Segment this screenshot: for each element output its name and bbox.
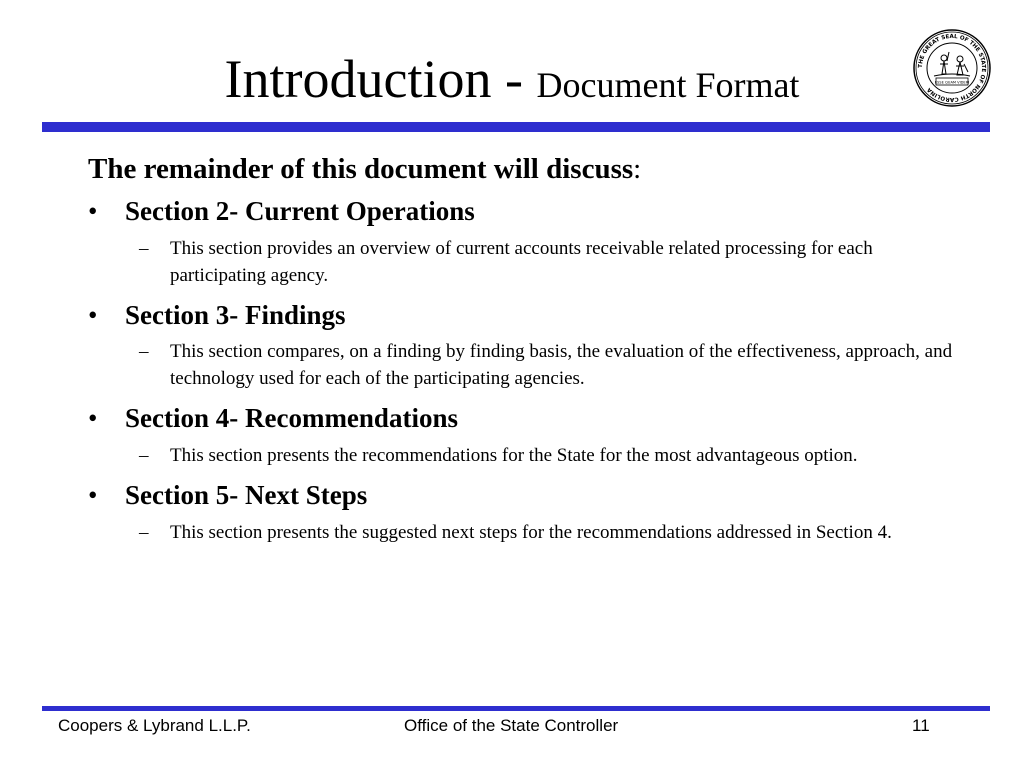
section-heading-row xyxy=(88,479,958,513)
state-seal-icon xyxy=(912,28,992,108)
seal-ring-text: THE GREAT SEAL OF THE STATE OF NORTH CAROLINA xyxy=(917,33,987,103)
seal-banner-text: ESSE QUAM VIDERI xyxy=(934,80,970,85)
section-heading: Section 5- Next Steps xyxy=(125,480,368,511)
section-item xyxy=(88,195,958,289)
intro-colon: : xyxy=(633,153,642,185)
intro-text: The remainder of this document will discuss xyxy=(88,153,634,185)
bullet-icon: • xyxy=(88,403,98,434)
slide-body xyxy=(88,152,958,556)
dash-icon: – xyxy=(139,237,149,259)
dash-icon: – xyxy=(139,341,149,363)
title-main: Introduction xyxy=(224,49,492,109)
section-detail-row xyxy=(88,235,958,289)
section-heading-row xyxy=(88,299,958,333)
intro-line xyxy=(88,152,958,187)
section-detail: This section compares, on a finding by finding basis, the evaluation of the effectiveness, approach, and technology used for each of the participating agencies. xyxy=(170,341,953,390)
section-heading: Section 2- Current Operations xyxy=(125,195,475,226)
section-detail: This section presents the recommendations for the State for the most advantageous option. xyxy=(170,445,858,467)
footer-divider xyxy=(42,706,990,711)
footer-office: Office of the State Controller xyxy=(404,716,619,735)
title-separator: - xyxy=(491,49,537,109)
slide-title xyxy=(0,49,1024,109)
section-item xyxy=(88,299,958,393)
section-detail-row xyxy=(88,442,958,469)
dash-icon: – xyxy=(139,445,149,467)
section-item xyxy=(88,479,958,546)
section-heading-row xyxy=(88,195,958,229)
section-detail-row xyxy=(88,519,958,546)
section-detail: This section presents the suggested next steps for the recommendations addressed in Section 4. xyxy=(170,521,892,543)
footer-company: Coopers & Lybrand L.L.P. xyxy=(58,716,251,735)
title-divider xyxy=(42,122,990,132)
bullet-icon: • xyxy=(88,480,98,511)
section-heading-row xyxy=(88,402,958,436)
bullet-icon: • xyxy=(88,299,98,330)
section-item xyxy=(88,402,958,469)
section-detail: This section provides an overview of current accounts receivable related processing for each participating agency. xyxy=(170,237,873,286)
section-detail-row xyxy=(88,338,958,392)
bullet-icon: • xyxy=(88,195,98,226)
section-heading: Section 3- Findings xyxy=(125,299,346,330)
dash-icon: – xyxy=(139,521,149,543)
title-subtitle: Document Format xyxy=(536,65,800,105)
section-heading: Section 4- Recommendations xyxy=(125,403,458,434)
page-number: 11 xyxy=(912,716,930,735)
